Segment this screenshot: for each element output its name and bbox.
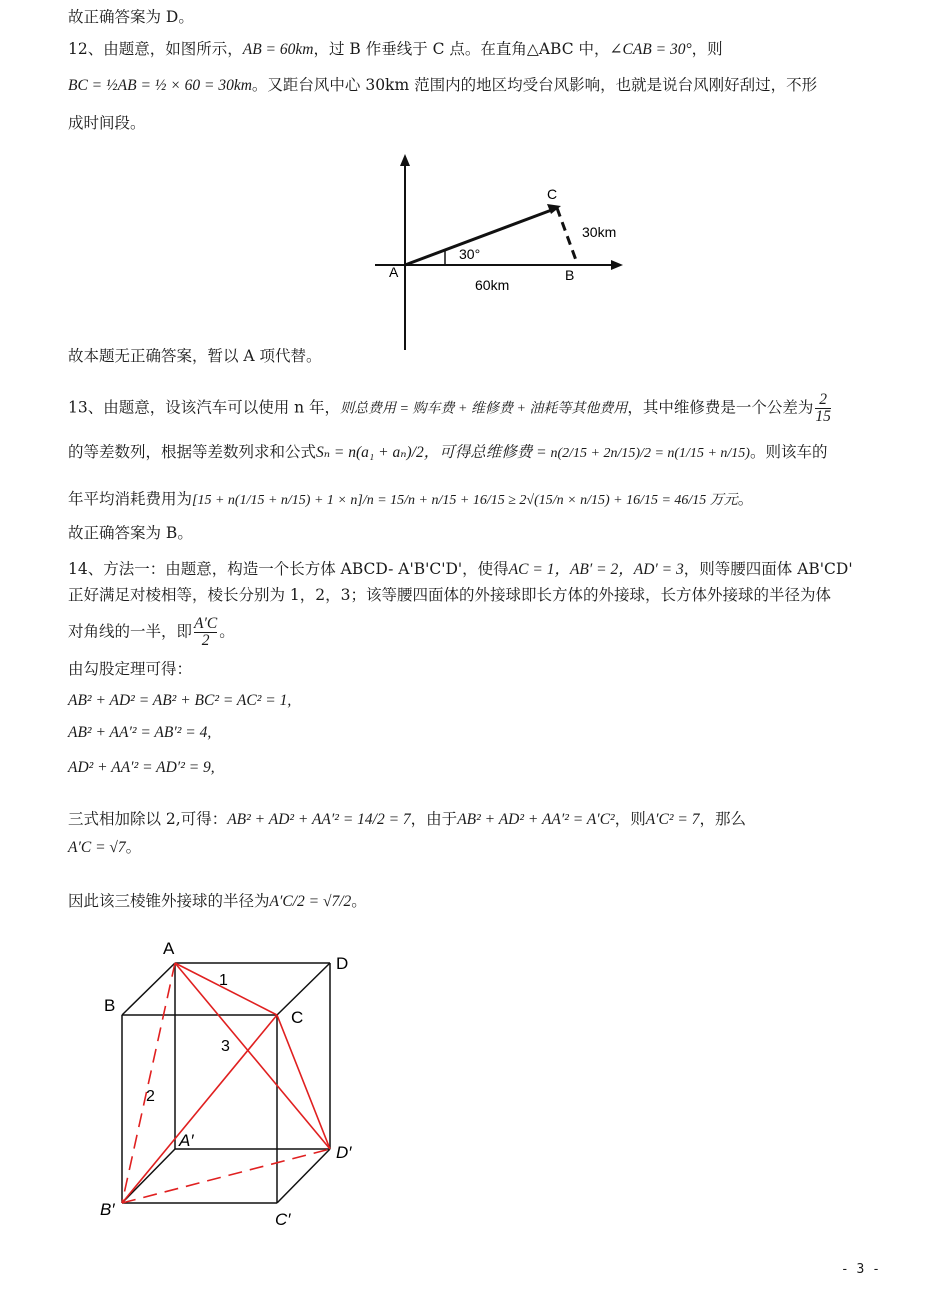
- q14-eq-2: AB² + AA′² = AB′² = 4,: [68, 724, 212, 741]
- label-a: A: [163, 939, 175, 958]
- label-b-prime: B′: [100, 1200, 115, 1219]
- label-c: C: [291, 1008, 304, 1027]
- y-axis-arrow: [400, 154, 410, 166]
- q13-line-2: [68, 441, 827, 465]
- q12-line-3: 成时间段。: [68, 114, 146, 132]
- label-a-prime: A′: [179, 1131, 194, 1150]
- q14-math-radius: A′C/2 = √7/2: [269, 893, 352, 910]
- q12-text-a: 12、由题意，如图所示，: [68, 40, 243, 58]
- q13-math-average: [15 + n(1/15 + n/15) + 1 × n]/n = 15/n + n/15 + 16/15 ≥ 2√(15/n × n/15) + 16/15 = 46/15 万元: [192, 493, 738, 508]
- edge-label-1: 1: [219, 972, 228, 989]
- q12-line-4: 故本题无正确答案，暂以 A 项代替。: [68, 347, 322, 365]
- q13-line-1: [68, 392, 833, 425]
- q14-text-f: ，由于: [410, 810, 458, 828]
- q14-line-2: 正好满足对棱相等，棱长分别为 1，2，3；该等腰四面体的外接球即长方体的外接球，长方体外接球的半径为体: [68, 586, 832, 604]
- cuboid-edges: [122, 963, 330, 1203]
- q14-line-5: [68, 808, 746, 831]
- q14-text-h: ，那么: [699, 810, 747, 828]
- label-d-prime: D′: [336, 1143, 352, 1162]
- page-number: - 3 -: [840, 1262, 880, 1277]
- q13-line-3: [68, 488, 753, 512]
- label-60km: 60km: [475, 277, 510, 293]
- q14-line-4: 由勾股定理可得：: [68, 660, 193, 678]
- q14-text-b: ，则等腰四面体 AB'CD': [683, 560, 853, 578]
- q14-eq-1: AB² + AD² = AB² + BC² = AC² = 1,: [68, 692, 292, 709]
- label-b: B: [104, 996, 116, 1015]
- q14-math-sum2: AB² + AD² + AA′² = A′C²: [457, 811, 615, 828]
- q12-line-2: [68, 74, 817, 97]
- q12-figure: [375, 150, 635, 355]
- segment-cb-dashed: [557, 208, 577, 263]
- q13-line-4: 故正确答案为 B。: [68, 524, 193, 542]
- q13-text-g: 年平均消耗费用为: [68, 490, 193, 508]
- q13-text-f: 。则该车的: [749, 443, 828, 461]
- label-b: B: [565, 267, 575, 283]
- q13-math-repair: n(2/15 + 2n/15)/2 = n(1/15 + n/15): [550, 446, 750, 461]
- q12-math-bc: BC = ½AB = ½ × 60 = 30km: [68, 77, 252, 94]
- q12-text-b: ，过 B 作垂线于 C 点。在直角△ABC 中，: [313, 40, 610, 58]
- q13-text-d: 的等差数列，根据等差数列求和公式: [68, 443, 317, 461]
- edge-label-2: 2: [146, 1088, 155, 1105]
- q14-frac-half-diag: [194, 616, 217, 649]
- answer-line-d: 故正确答案为 D。: [68, 8, 194, 26]
- label-a: A: [389, 264, 399, 280]
- q14-text-e: 三式相加除以 2,可得：: [68, 810, 228, 828]
- q14-cuboid-figure: [95, 935, 375, 1235]
- q12-math-ab: AB = 60km: [242, 41, 314, 58]
- segment-ac: [405, 208, 557, 265]
- q12-line-1: [68, 38, 723, 61]
- q13-text-c: ，其中维修费是一个公差为: [627, 398, 814, 417]
- q14-text-c: 对角线的一半，即: [68, 622, 193, 641]
- q13-frac-diff: [815, 392, 831, 425]
- q14-math-ac: A′C = √7: [68, 839, 126, 856]
- q14-math-ac2: A′C² = 7: [645, 811, 700, 828]
- q14-text-d: 。: [219, 622, 235, 641]
- label-angle: 30°: [459, 246, 481, 262]
- x-axis-arrow: [611, 260, 623, 270]
- label-30km: 30km: [582, 224, 617, 240]
- q13-math-sn: Sₙ = n(a₁ + aₙ)/2: [316, 444, 424, 461]
- q14-text-g: ，则: [614, 810, 646, 828]
- q12-text-c: ，则: [691, 40, 723, 58]
- q12-text-d: 。又距台风中心 30km 范围内的地区均受台风影响，也就是说台风刚好刮过，不形: [251, 76, 818, 94]
- q12-math-angle: ∠CAB = 30°: [609, 41, 692, 58]
- edge-label-3: 3: [221, 1038, 230, 1055]
- label-c-prime: C′: [275, 1210, 291, 1229]
- q14-text-k: 。: [351, 892, 367, 910]
- label-d: D: [336, 954, 349, 973]
- q14-math-edges: AC = 1，AB′ = 2，AD′ = 3: [508, 561, 684, 578]
- q13-math-total: 则总费用 = 购车费 + 维修费 + 油耗等其他费用: [340, 401, 628, 417]
- q14-line-3: [68, 616, 235, 649]
- frac-num: 2: [819, 391, 828, 408]
- tetrahedron-edges: [122, 963, 330, 1203]
- frac-num: A′C: [194, 615, 218, 632]
- q14-text-a: 14、方法一：由题意，构造一个长方体 ABCD- A'B'C'D'，使得: [68, 560, 509, 578]
- frac-den: 15: [815, 408, 831, 425]
- q13-text-a: 13、由题意，设该汽车可以使用 n 年，: [68, 398, 341, 417]
- frac-den: 2: [194, 632, 217, 649]
- q14-text-j: 因此该三棱锥外接球的半径为: [68, 892, 270, 910]
- q14-line-1: [68, 558, 853, 581]
- label-c: C: [547, 186, 558, 202]
- q14-eq-3: AD² + AA′² = AD′² = 9,: [68, 759, 215, 776]
- q14-math-sum: AB² + AD² + AA′² = 14/2 = 7: [227, 811, 411, 828]
- q14-line-6: [68, 836, 141, 859]
- q13-text-e: ，可得总维修费 =: [423, 444, 551, 461]
- q14-text-i: 。: [125, 838, 142, 856]
- q14-line-7: [68, 890, 367, 913]
- q13-text-h: 。: [737, 490, 754, 508]
